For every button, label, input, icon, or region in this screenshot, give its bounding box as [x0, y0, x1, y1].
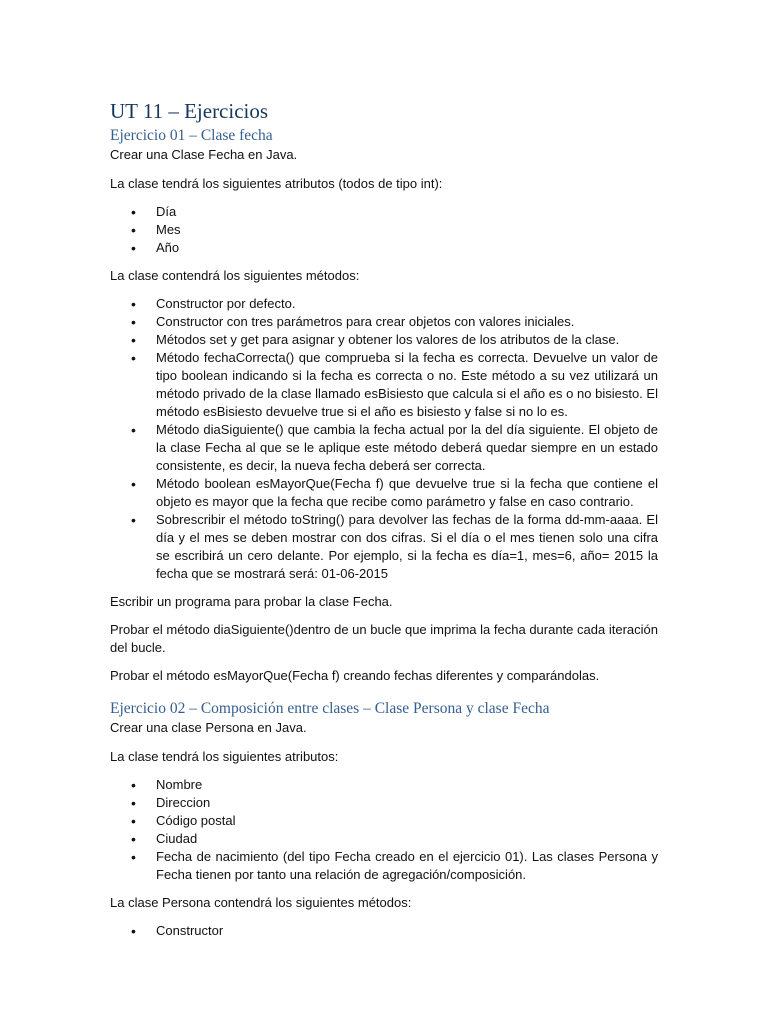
document-title: UT 11 – Ejercicios: [110, 99, 269, 123]
exercise-01-methods-intro: La clase contendrá los siguientes métodos:: [110, 268, 360, 283]
list-item: • Fecha de nacimiento (del tipo Fecha creado en el ejercicio 01). Las clases Persona y Fecha tienen por tanto una relación de agregación/composición.: [110, 848, 658, 884]
list-item: • Día: [110, 203, 658, 221]
list-item: • Método diaSiguiente() que cambia la fecha actual por la del día siguiente. El objeto de la clase Fecha al que se le aplique este método deberá quedar siempre en un estado consistente, es decir, la nueva fecha deberá ser correcta.: [110, 421, 658, 475]
exercise-02-intro: Crear una clase Persona en Java.: [110, 720, 307, 735]
exercise-02-attributes-intro: La clase tendrá los siguientes atributos:: [110, 749, 339, 764]
exercise-02-methods-list: [110, 922, 658, 940]
exercise-01-paragraph-1: Escribir un programa para probar la clase Fecha.: [110, 594, 393, 609]
list-item: • Constructor por defecto.: [110, 295, 658, 313]
document-content: [110, 98, 658, 950]
list-item: • Métodos set y get para asignar y obtener los valores de los atributos de la clase.: [110, 331, 658, 349]
exercise-01-paragraph-2: Probar el método diaSiguiente()dentro de un bucle que imprima la fecha durante cada iteración del bucle.: [110, 622, 658, 655]
list-item: • Mes: [110, 221, 658, 239]
exercise-02-heading: Ejercicio 02 – Composición entre clases – Clase Persona y clase Fecha: [110, 700, 550, 717]
list-item: • Direccion: [110, 794, 658, 812]
list-item: • Sobrescribir el método toString() para devolver las fechas de la forma dd-mm-aaaa. El día y el mes se deben mostrar con dos cifras. Si el día o el mes tienen solo una cifra se escribirá un cero delante. Por ejemplo, si la fecha es día=1, mes=6, año= 2015 la fecha que se mostrará será: 01-06-2015: [110, 511, 658, 583]
list-item: • Año: [110, 239, 658, 257]
exercise-02-attributes-list: [110, 776, 658, 884]
exercise-01-methods-list: [110, 295, 658, 583]
list-item: • Código postal: [110, 812, 658, 830]
list-item: • Método fechaCorrecta() que comprueba si la fecha es correcta. Devuelve un valor de tipo boolean indicando si la fecha es correcta o no. Este método a su vez utilizará un método privado de la clase llamado esBisiesto que calcula si el año es o no bisiesto. El método esBisiesto devuelve true si el año es bisiesto y false si no lo es.: [110, 349, 658, 421]
exercise-01-attributes-intro: La clase tendrá los siguientes atributos (todos de tipo int):: [110, 176, 443, 191]
list-item: • Constructor con tres parámetros para crear objetos con valores iniciales.: [110, 313, 658, 331]
exercise-02-methods-intro: La clase Persona contendrá los siguientes métodos:: [110, 895, 412, 910]
exercise-01-heading: Ejercicio 01 – Clase fecha: [110, 127, 273, 144]
list-item: • Método boolean esMayorQue(Fecha f) que devuelve true si la fecha que contiene el objeto es mayor que la fecha que recibe como parámetro y false en caso contrario.: [110, 475, 658, 511]
exercise-01-paragraph-3: Probar el método esMayorQue(Fecha f) creando fechas diferentes y comparándolas.: [110, 668, 600, 683]
exercise-01-attributes-list: [110, 203, 658, 257]
exercise-01-intro: Crear una Clase Fecha en Java.: [110, 147, 298, 162]
list-item: • Constructor: [110, 922, 658, 940]
list-item: • Ciudad: [110, 830, 658, 848]
list-item: • Nombre: [110, 776, 658, 794]
